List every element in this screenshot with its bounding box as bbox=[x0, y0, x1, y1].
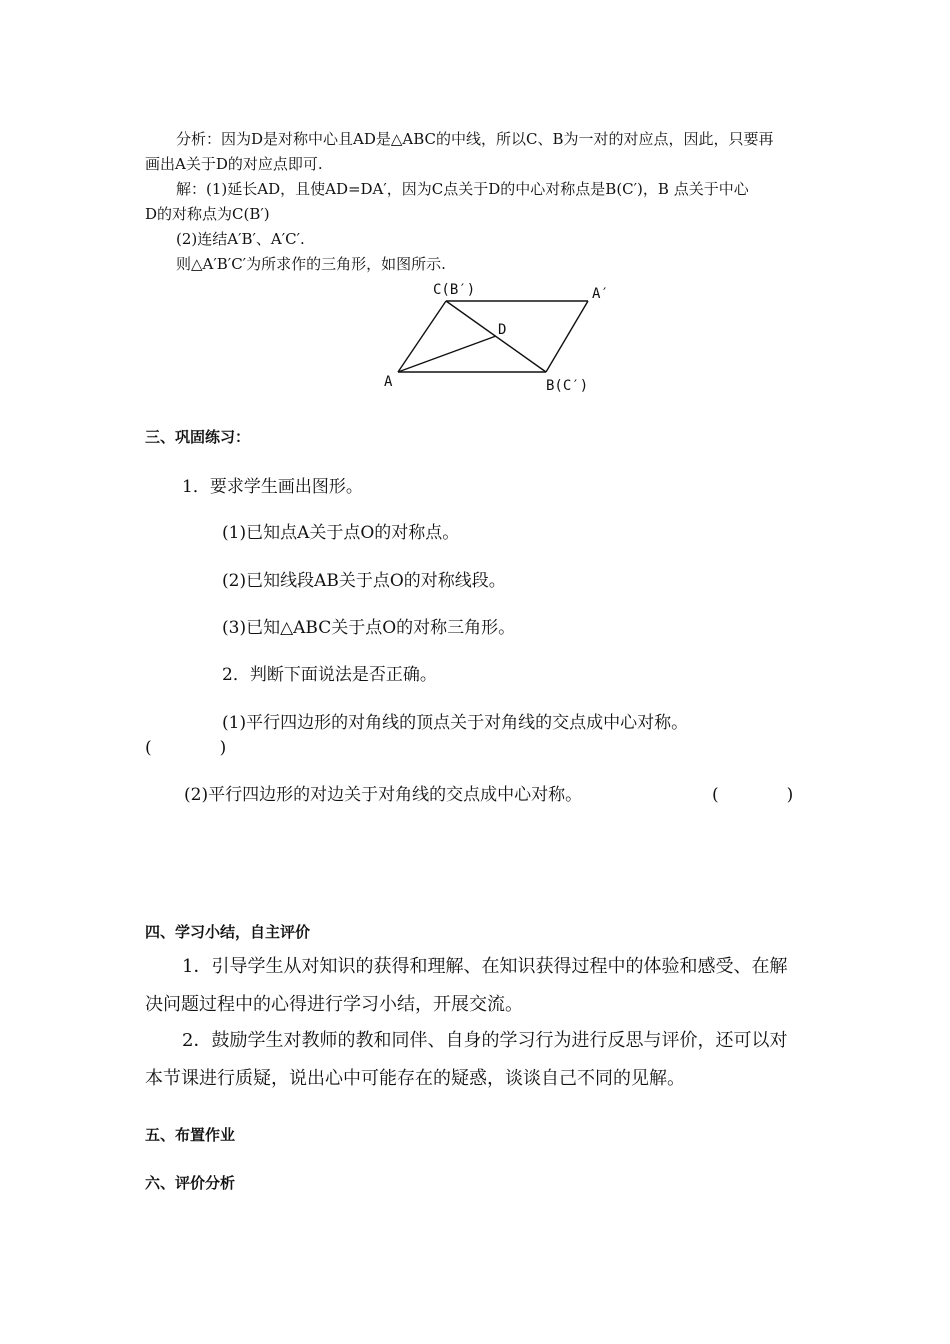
exercise-2-part-2-answer: ( ) bbox=[712, 785, 794, 805]
solution-line-1: 解：(1)延长AD，且使AD=DA′，因为C点关于D的中心对称点是B(C′)，B 点关于中心 bbox=[176, 180, 749, 198]
segment-AC bbox=[398, 301, 446, 372]
exercise-2-part-1-answer: ( ) bbox=[145, 738, 227, 758]
exercise-1-part-3: (3)已知△ABC关于点O的对称三角形。 bbox=[222, 618, 516, 638]
label-C-B-prime: C(B′) bbox=[433, 282, 476, 298]
summary-paragraph-2-line-1: 2．鼓励学生对教师的教和同伴、自身的学习行为进行反思与评价，还可以对 bbox=[182, 1030, 788, 1051]
segment-AD bbox=[398, 336, 496, 372]
exercise-1-part-2: (2)已知线段AB关于点O的对称线段。 bbox=[222, 571, 506, 591]
label-D: D bbox=[498, 322, 507, 338]
section-3-heading: 三、巩固练习： bbox=[145, 428, 251, 446]
section-4-heading: 四、学习小结，自主评价 bbox=[145, 923, 311, 941]
label-A-prime: A′ bbox=[592, 286, 609, 302]
analysis-line-2: 画出A关于D的对应点即可. bbox=[145, 155, 323, 173]
solution-step-2: (2)连结A′B′、A′C′. bbox=[176, 230, 305, 248]
exercise-2-part-1: (1)平行四边形的对角线的顶点关于对角线的交点成中心对称。 bbox=[222, 713, 689, 733]
summary-paragraph-1-line-1: 1．引导学生从对知识的获得和理解、在知识获得过程中的体验和感受、在解 bbox=[182, 956, 788, 977]
solution-conclusion: 则△A′B′C′为所求作的三角形，如图所示. bbox=[176, 255, 446, 273]
analysis-line-1: 分析：因为D是对称中心且AD是△ABC的中线，所以C、B为一对的对应点，因此，只要再 bbox=[176, 130, 774, 148]
solution-line-2: D的对称点为C(B′) bbox=[145, 205, 270, 223]
parallelogram-figure bbox=[378, 276, 609, 400]
exercise-2: 2．判断下面说法是否正确。 bbox=[222, 665, 437, 685]
segment-A-prime-B bbox=[546, 301, 588, 372]
exercise-1-part-1: (1)已知点A关于点O的对称点。 bbox=[222, 523, 460, 543]
exercise-1: 1．要求学生画出图形。 bbox=[182, 477, 363, 497]
label-A: A bbox=[384, 374, 393, 390]
summary-paragraph-1-line-2: 决问题过程中的心得进行学习小结，开展交流。 bbox=[145, 994, 523, 1015]
label-B-C-prime: B(C′) bbox=[546, 378, 589, 394]
section-5-heading: 五、布置作业 bbox=[145, 1126, 236, 1144]
section-6-heading: 六、评价分析 bbox=[145, 1174, 236, 1192]
exercise-2-part-2: (2)平行四边形的对边关于对角线的交点成中心对称。 bbox=[184, 785, 583, 805]
summary-paragraph-2-line-2: 本节课进行质疑，说出心中可能存在的疑惑，谈谈自己不同的见解。 bbox=[145, 1068, 685, 1089]
